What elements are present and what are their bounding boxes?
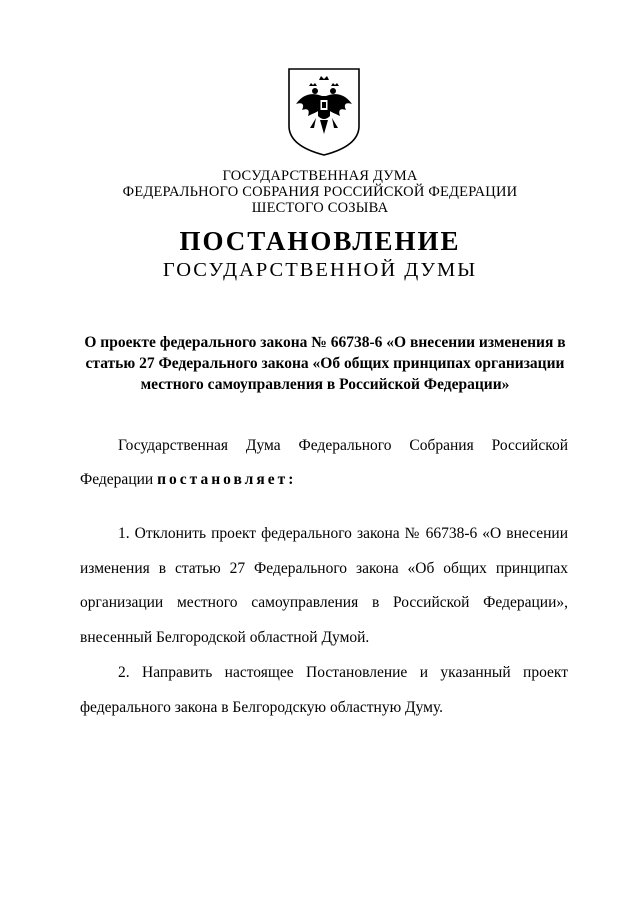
- item1-line: внесенный Белгородской областной Думой.: [80, 629, 370, 646]
- subject-line: местного самоуправления в Российской Федерации»: [140, 376, 510, 393]
- header-convocation: ШЕСТОГО СОЗЫВА: [251, 200, 389, 216]
- item1-line: организации местного самоуправления в Российской Федерации»,: [80, 594, 568, 611]
- item1-line: изменения в статью 27 Федерального закона «Об общих принципах: [80, 560, 568, 577]
- state-emblem-icon: [286, 66, 362, 158]
- preamble-line: Государственная Дума Федерального Собрания Российской: [118, 437, 568, 454]
- document-subject: [70, 332, 580, 395]
- preamble-verb: постановляет:: [157, 471, 297, 488]
- document-title: ПОСТАНОВЛЕНИЕ: [179, 226, 461, 256]
- item2-line: федерального закона в Белгородскую областную Думу.: [80, 699, 444, 716]
- subject-line: статью 27 Федерального закона «Об общих принципах организации: [85, 355, 565, 372]
- preamble-prefix: Федерации: [80, 471, 154, 488]
- document-subtitle: ГОСУДАРСТВЕННОЙ ДУМЫ: [162, 259, 478, 281]
- preamble-line: [80, 470, 568, 490]
- item1-line: 1. Отклонить проект федерального закона № 66738-6 «О внесении: [118, 525, 568, 542]
- header-chamber: ГОСУДАРСТВЕННАЯ ДУМА: [222, 168, 418, 184]
- item2-line: 2. Направить настоящее Постановление и указанный проект: [118, 664, 568, 681]
- header-assembly: ФЕДЕРАЛЬНОГО СОБРАНИЯ РОССИЙСКОЙ ФЕДЕРАЦИИ: [122, 184, 518, 200]
- subject-line: О проекте федерального закона № 66738-6 «О внесении изменения в: [84, 334, 566, 351]
